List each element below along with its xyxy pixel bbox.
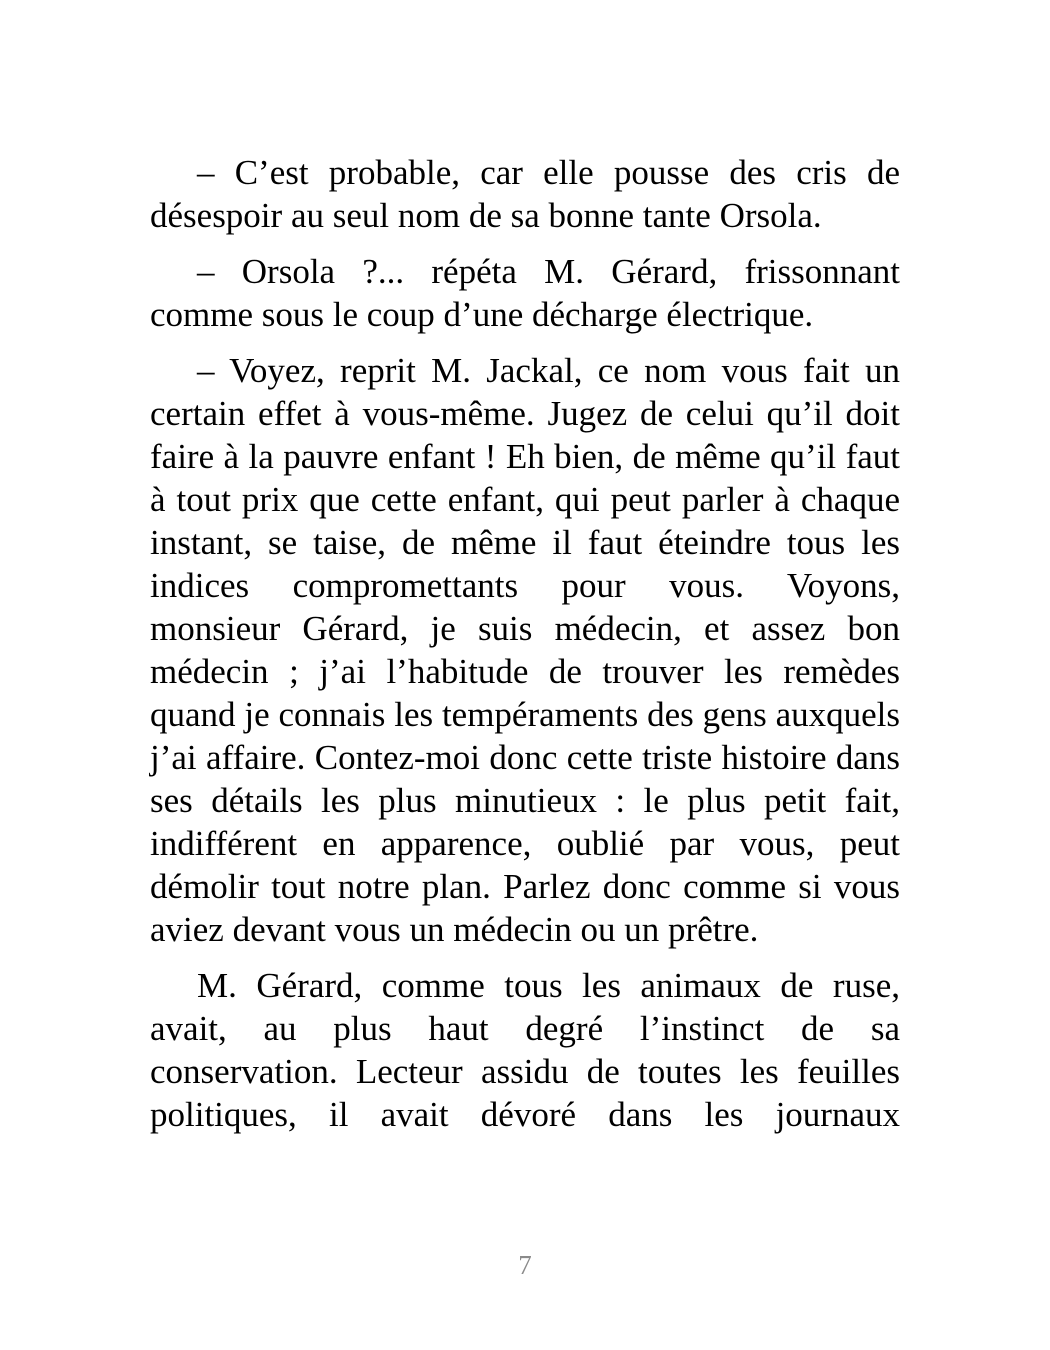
paragraph: M. Gérard, comme tous les animaux de ruse, avait, au plus haut degré l’instinct de sa conservation. Lecteur assidu de toutes les feuilles politiques, il avait dévoré dans les journaux: [150, 966, 900, 1134]
paragraph: – C’est probable, car elle pousse des cris de désespoir au seul nom de sa bonne tante Orsola.: [150, 153, 900, 235]
page-number: 7: [518, 1250, 532, 1280]
page-body: [150, 151, 900, 1149]
paragraph: – Voyez, reprit M. Jackal, ce nom vous fait un certain effet à vous-même. Jugez de celui qu’il doit faire à la pauvre enfant ! Eh bien, de même qu’il faut à tout prix que cette enfant, qui peut parler à chaque instant, se taise, de même il faut éteindre tous les indices compromettants pour vous. Voyons, monsieur Gérard, je suis médecin, et assez bon médecin ; j’ai l’habitude de trouver les remèdes quand je connais les tempéraments des gens auxquels j’ai affaire. Contez-moi donc cette triste histoire dans ses détails les plus minutieux : le plus petit fait, indifférent en apparence, oublié par vous, peut démolir tout notre plan. Parlez donc comme si vous aviez devant vous un médecin ou un prêtre.: [150, 351, 900, 949]
paragraph: – Orsola ?... répéta M. Gérard, frissonnant comme sous le coup d’une décharge électrique.: [150, 252, 900, 334]
